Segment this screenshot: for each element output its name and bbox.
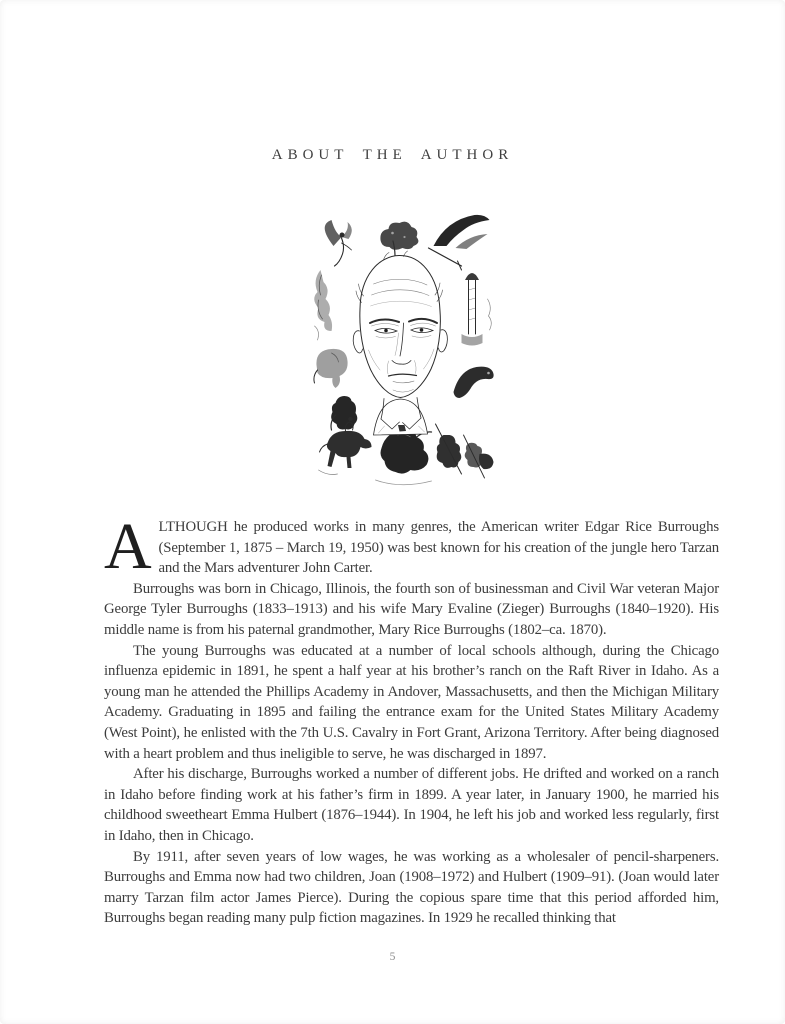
paragraph-4: After his discharge, Burroughs worked a number of different jobs. He drifted and worked on a ranch in Idaho before finding work at his father’s firm in 1899. A year later, in January 1900, he married his childhood sweetheart Emma Hulbert (1876–1944). In 1904, he left his job and worked less regularly, first in Idaho, then in Chicago. bbox=[104, 766, 719, 844]
author-portrait-illustration bbox=[285, 200, 501, 500]
paragraph-5: By 1911, after seven years of low wages, he was working as a wholesaler of pencil-sharpeners. Burroughs and Emma now had two children, Joan (1908–1972) and Hulbert (1909–91). (Joan would later marry Tarzan film actor James Pierce). During the copious spare time that this period afforded him, Burroughs began reading many pulp fiction magazines. In 1929 he recalled thinking that bbox=[104, 848, 719, 927]
tarzan-figure bbox=[375, 428, 431, 485]
eagle-wing bbox=[428, 215, 489, 270]
paragraph-1-text: LTHOUGH he produced works in many genres, the American writer Edgar Rice Burroughs (September 1, 1875 – March 19, 1950) was best known for his creation of the jungle hero Tarzan and the Mars adventurer John Carter. bbox=[158, 519, 719, 577]
tower bbox=[461, 273, 491, 346]
paragraph-1 bbox=[104, 510, 719, 583]
page-title: ABOUT THE AUTHOR bbox=[271, 147, 514, 163]
paragraph-2: Burroughs was born in Chicago, Illinois, the fourth son of businessman and Civil War veteran Major George Tyler Burroughs (1833–1913) and his wife Mary Evaline (Zieger) Burroughs (1840–1920). His middle name is from his paternal grandmother, Mary Rice Burroughs (1802–ca. 1870). bbox=[104, 580, 719, 638]
serpent-creature bbox=[453, 367, 493, 398]
fairy-figure bbox=[324, 220, 351, 266]
warrior-figures bbox=[435, 424, 493, 478]
tree bbox=[380, 222, 418, 256]
page-number: 5 bbox=[389, 951, 396, 963]
biography-text bbox=[104, 510, 719, 929]
portrait-face bbox=[353, 251, 447, 419]
drop-cap: A bbox=[104, 510, 152, 583]
paragraph-3: The young Burroughs was educated at a number of local schools although, during the Chicago influenza epidemic in 1891, he spent a half year at his brother’s ranch on the Raft River in Idaho. As a young man he attended the Phillips Academy in Andover, Massachusetts, and then the Michigan Military Academy. Graduating in 1895 and failing the entrance exam for the United States Military Academy (West Point), he enlisted with the 7th U.S. Cavalry in Fort Grant, Arizona Territory. After being diagnosed with a heart problem and thus ineligible to serve, he was discharged in 1897. bbox=[104, 642, 719, 762]
elephant-figure bbox=[313, 349, 347, 388]
foliage-swirl bbox=[314, 270, 332, 340]
ape-figure bbox=[331, 396, 357, 430]
